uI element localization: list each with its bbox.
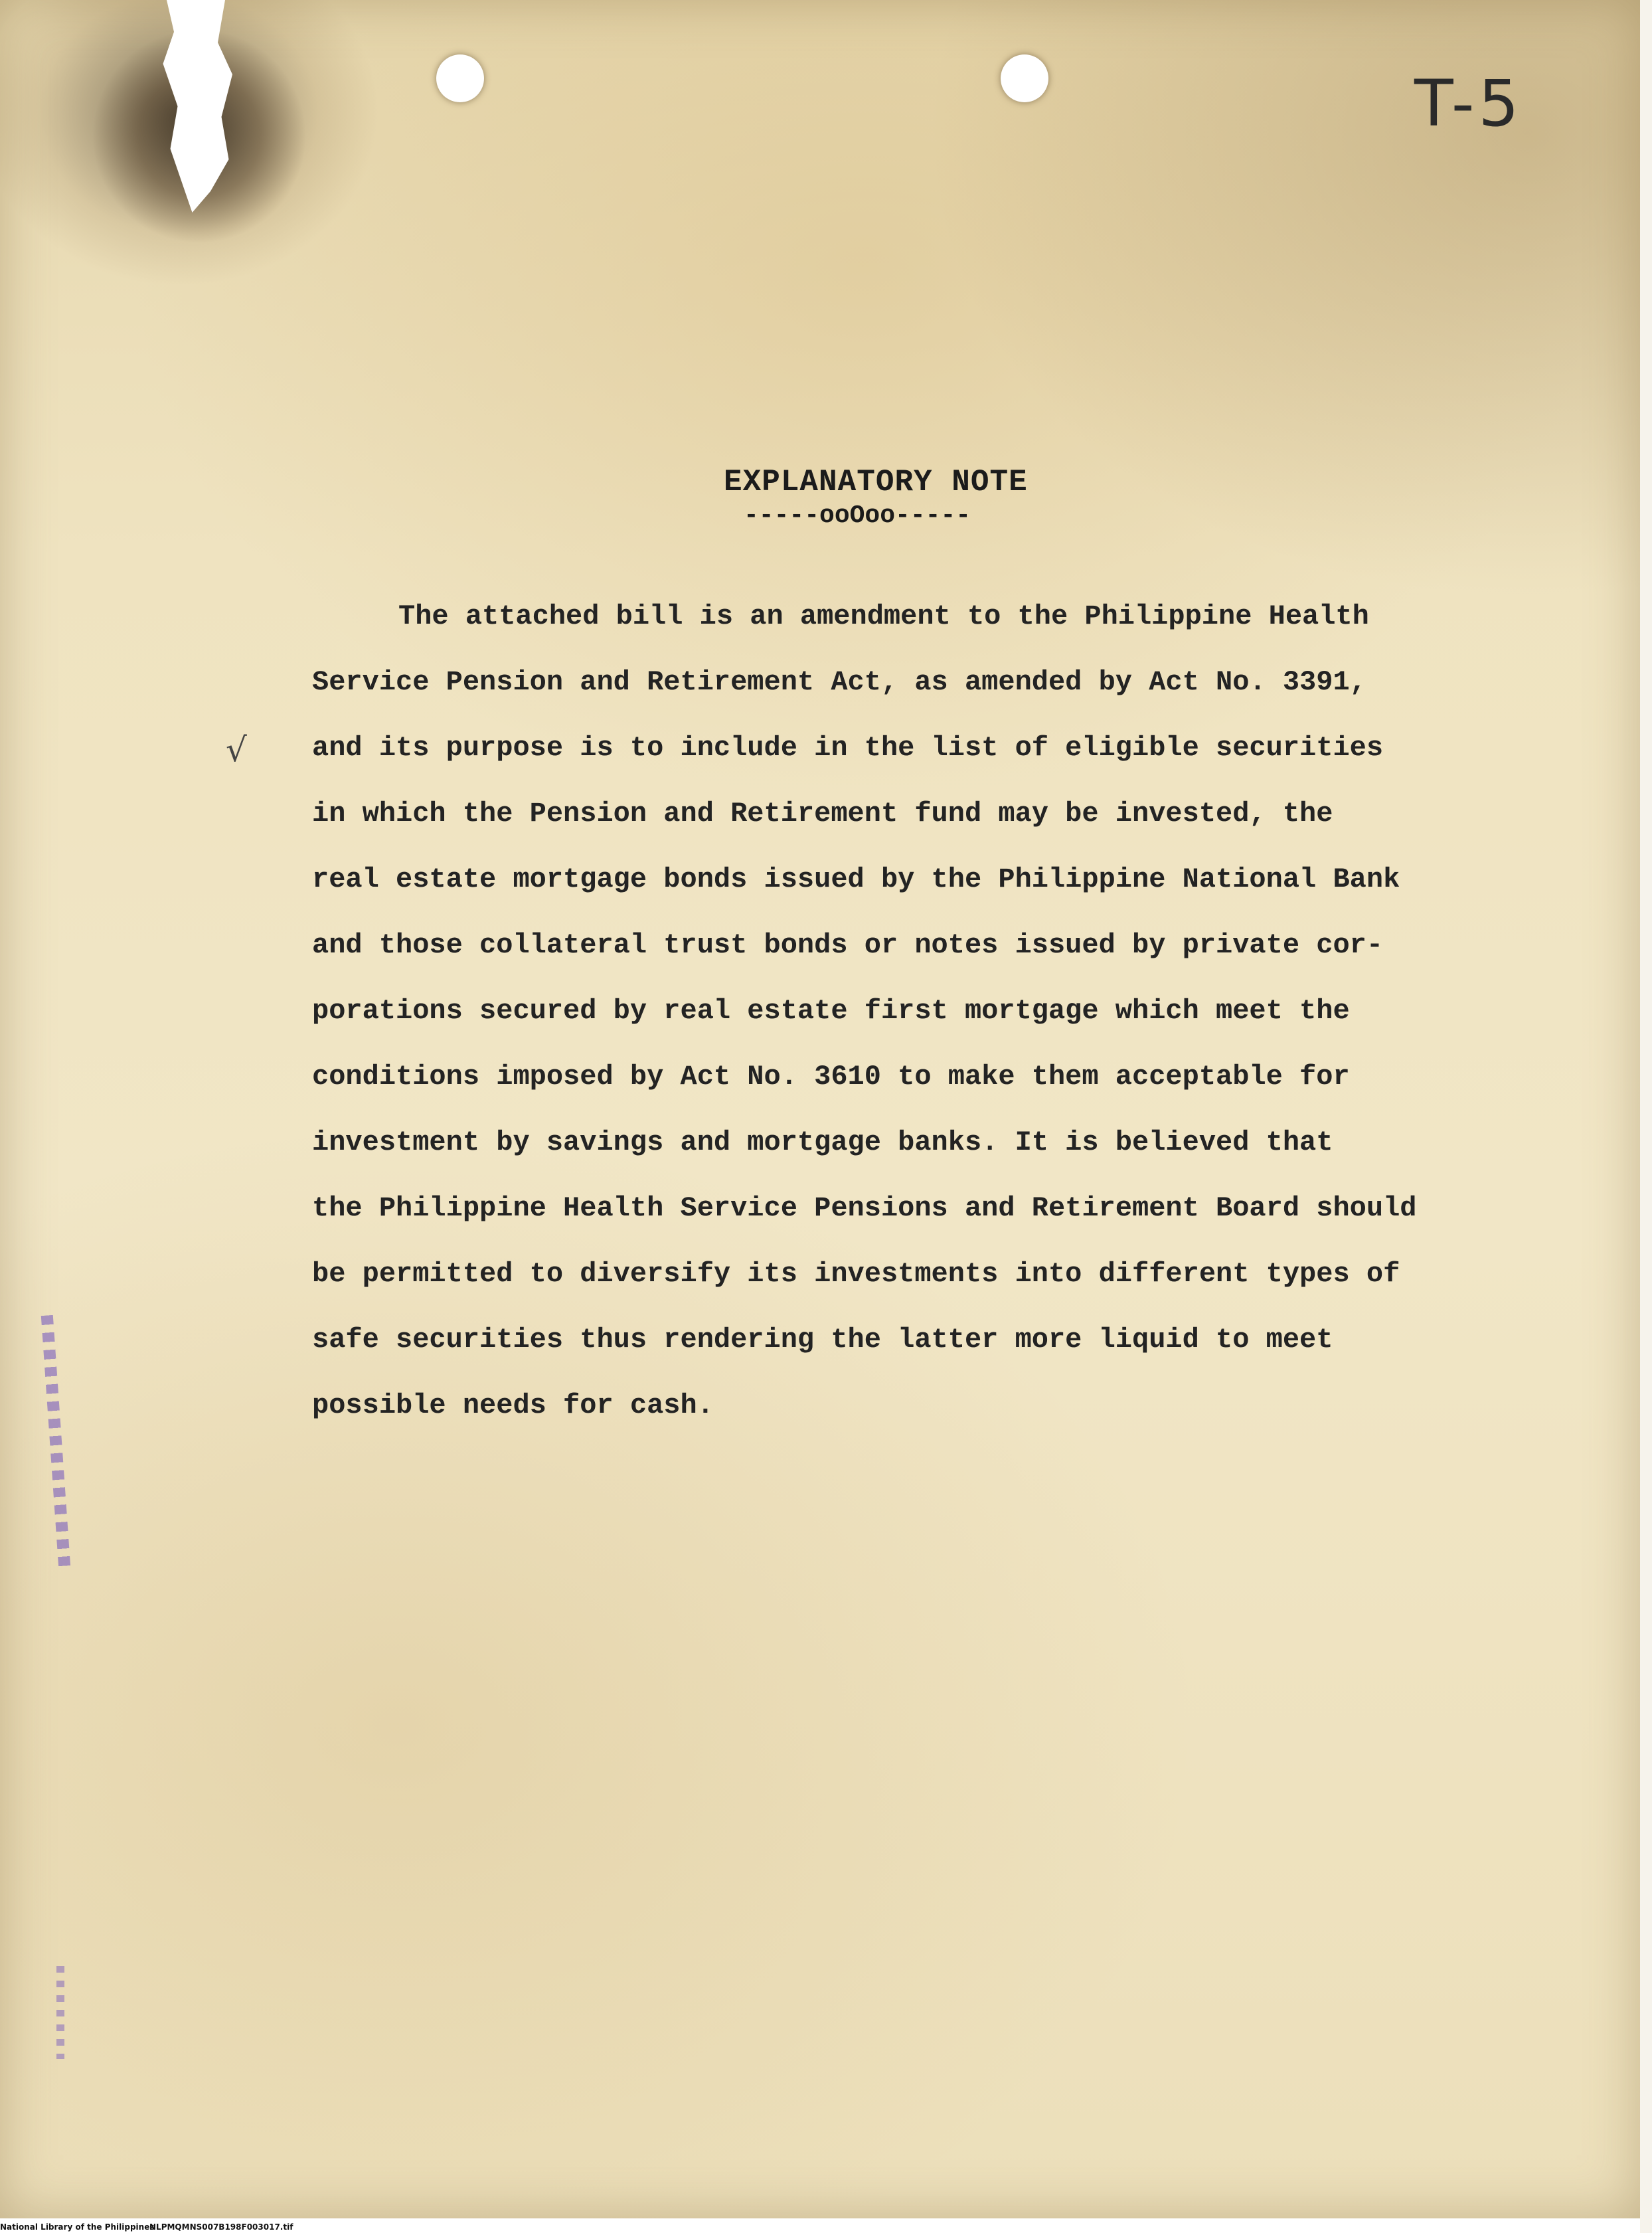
- body-line: be permitted to diversify its investments into different types of: [312, 1258, 1400, 1290]
- body-line: conditions imposed by Act No. 3610 to make them acceptable for: [312, 1061, 1350, 1093]
- body-line: safe securities thus rendering the latter more liquid to meet: [312, 1324, 1333, 1356]
- body-line: real estate mortgage bonds issued by the Philippine National Bank: [312, 863, 1400, 895]
- title-ornament: -----ooOoo-----: [744, 501, 971, 530]
- document-title: EXPLANATORY NOTE: [724, 465, 1028, 499]
- ink-stamp-mark-lower: [56, 1966, 64, 2059]
- ink-stamp-mark: [41, 1315, 70, 1567]
- document-body: [312, 596, 1540, 1451]
- footer-filename: NLPMQMNS007B198F003017.tif: [149, 2222, 293, 2232]
- body-line: in which the Pension and Retirement fund may be invested, the: [312, 798, 1333, 830]
- punch-hole-left: [436, 54, 484, 102]
- body-line: and those collateral trust bonds or notes issued by private cor-: [312, 929, 1384, 961]
- punch-hole-right: [1001, 54, 1048, 102]
- body-line: The attached bill is an amendment to the Philippine Health: [398, 600, 1369, 632]
- body-line: and its purpose is to include in the list of eligible securities: [312, 732, 1384, 764]
- body-line: Service Pension and Retirement Act, as amended by Act No. 3391,: [312, 666, 1366, 698]
- body-line: investment by savings and mortgage banks. It is believed that: [312, 1126, 1333, 1158]
- scan-edge: [1640, 0, 1652, 2233]
- body-line: the Philippine Health Service Pensions and Retirement Board should: [312, 1192, 1417, 1224]
- body-line: porations secured by real estate first mortgage which meet the: [312, 995, 1350, 1027]
- body-line: possible needs for cash.: [312, 1389, 714, 1421]
- check-mark: √: [226, 731, 247, 769]
- handwritten-page-mark: T-5: [1414, 66, 1523, 141]
- footer-library-caption: National Library of the Philippines: [0, 2222, 155, 2232]
